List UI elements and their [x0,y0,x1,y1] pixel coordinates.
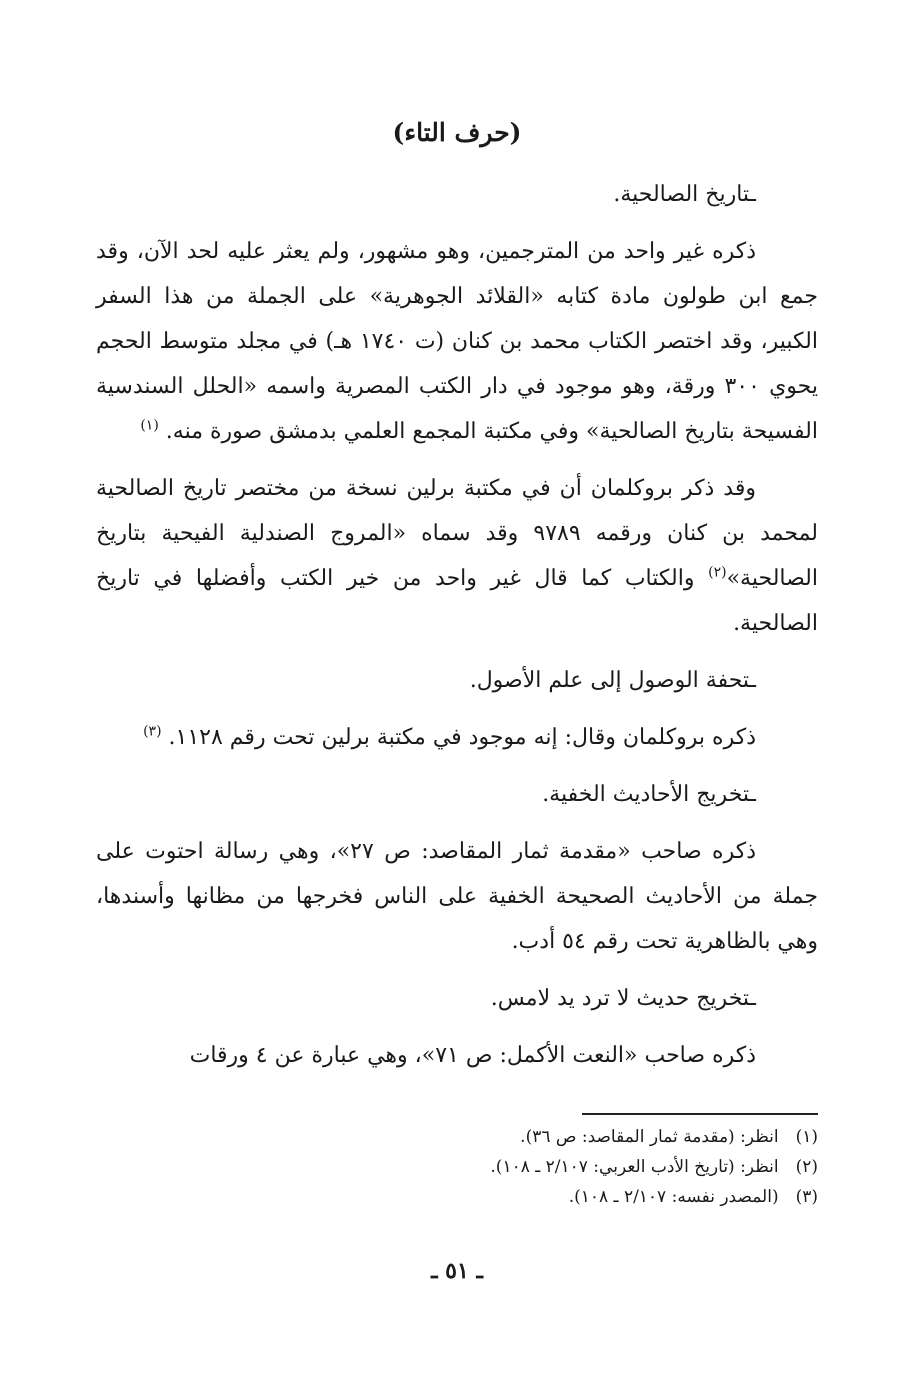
footnotes [96,1122,818,1212]
entry-paragraph [96,229,818,454]
footnote-text: (المصدر نفسه: ٢/١٠٧ ـ ١٠٨). [568,1187,779,1207]
entry-paragraph: ذكره صاحب «النعت الأكمل: ص ٧١»، وهي عبارة عن ٤ ورقات [189,1043,756,1068]
footnote-separator [582,1113,818,1115]
section-heading: (حرف التاء) [392,118,522,147]
entry-title: ـ تخريج حديث لا ترد يد لامس. [96,976,818,1021]
entry-title: ـ تاريخ الصالحية. [96,172,818,217]
footnote-item [96,1122,818,1152]
entry-paragraph: ذكره صاحب «مقدمة ثمار المقاصد: ص ٢٧»، وهي رسالة احتوت على جملة من الأحاديث الصحيحة الخفية على الناس فخرجها من مظانها وأسندها، وهي بالظاهرية تحت رقم ٥٤ أدب. [96,839,818,954]
paragraph-text: وقد ذكر بروكلمان أن في مكتبة برلين نسخة من مختصر تاريخ الصالحية لمحمد بن كنان ورقمه ٩٧٨٩ وقد سماه «المروج الصندلية الفيحية بتاريخ الصالحية» [96,476,819,591]
footnote-number: (٢) [795,1157,818,1177]
entry-title: ـ تحفة الوصول إلى علم الأصول. [96,658,818,703]
paragraph-text: ذكره غير واحد من المترجمين، وهو مشهور، ولم يعثر عليه لحد الآن، وقد جمع ابن طولون مادة كتابه «القلائد الجوهرية» على الجملة من هذا السفر الكبير، وقد اختصر الكتاب محمد بن كنان (ت ١٧٤٠ هـ) في مجلد متوسط الحجم يحوي ٣٠٠ ورقة، وهو موجود في دار الكتب المصرية واسمه «الحلل السندسية الفسيحة بتاريخ الصالحية» وفي مكتبة المجمع العلمي بدمشق صورة منه. [96,239,819,444]
footnote-marker[interactable]: (١) [140,417,159,434]
paragraph-text: ذكره بروكلمان وقال: إنه موجود في مكتبة برلين تحت رقم ١١٢٨. [168,725,756,750]
footnote-marker[interactable]: (٢) [708,564,727,581]
footnote-text: انظر: (تاريخ الأدب العربي: ٢/١٠٧ ـ ١٠٨). [490,1157,779,1177]
footnote-number: (١) [795,1127,818,1147]
entry-title: ـ تخريج الأحاديث الخفية. [96,772,818,817]
main-text [96,172,818,1090]
footnote-item [96,1182,818,1212]
footnote-marker[interactable]: (٣) [143,723,162,740]
entry-paragraph [96,466,818,646]
footnote-number: (٣) [795,1187,818,1207]
footnote-text: انظر: (مقدمة ثمار المقاصد: ص ٣٦). [520,1127,779,1147]
paragraph-text: والكتاب كما قال غير واحد من خير الكتب وأفضلها في تاريخ الصالحية. [96,566,818,636]
entry-paragraph [96,715,818,760]
footnote-item [96,1152,818,1182]
page-number: ـ ٥١ ـ [431,1258,483,1284]
